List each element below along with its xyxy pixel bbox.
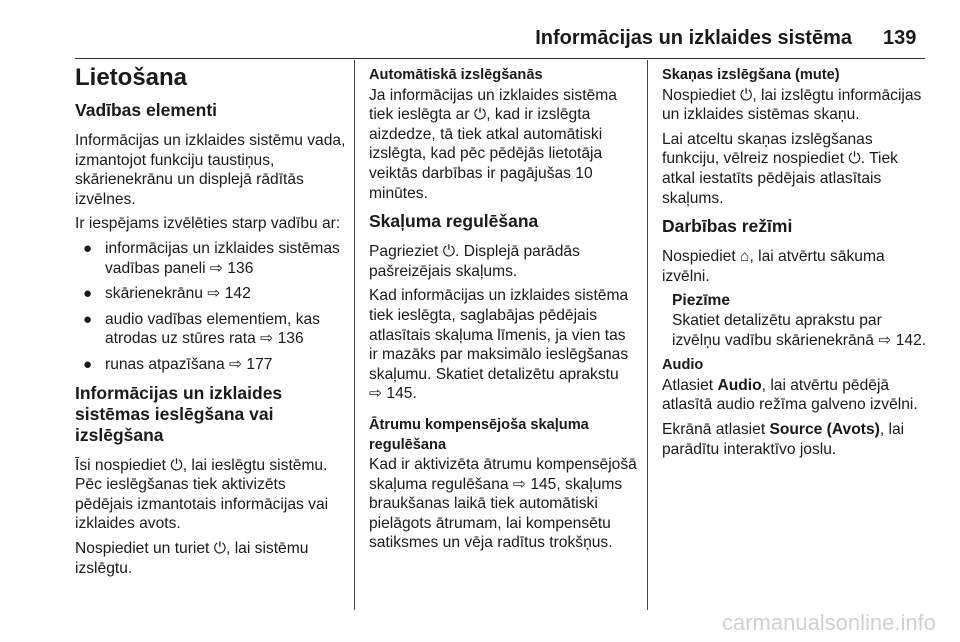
power-icon: ⏻ [740, 86, 753, 104]
power-icon: ⏻ [170, 456, 183, 474]
column-1 [75, 60, 347, 583]
power-icon: ⏻ [848, 150, 861, 168]
watermark: carmanualsonline.info [721, 610, 936, 635]
subheading-auto-off: Automātiskā izslēgšanās [369, 67, 543, 83]
page-reference[interactable]: ⇨ 142. [878, 331, 927, 349]
reference-arrow-icon: ⇨ [260, 330, 274, 348]
power-icon: ⏻ [213, 539, 227, 557]
home-icon: ⌂ [740, 248, 750, 266]
page-reference[interactable]: ⇨ 136 [209, 259, 254, 277]
power-icon: ⏻ [473, 106, 487, 124]
page-header [0, 0, 960, 60]
bullet-icon: ● [83, 355, 93, 373]
note-box [662, 291, 930, 350]
header-divider [75, 58, 925, 59]
paragraph: Ekrānā atlasiet Source (Avots), lai parādītu interaktīvo joslu. [662, 420, 905, 458]
paragraph: Nospiediet ⌂, lai atvērtu sākuma izvēlni. [662, 248, 885, 285]
column-3 [662, 60, 930, 464]
reference-arrow-icon: ⇨ [207, 285, 221, 303]
page-number: 139 [883, 27, 917, 49]
paragraph: Lai atceltu skaņas izslēgšanas funkciju, vēlreiz nospiediet ⏻. Tiek atkal iestatīts pēdējais atlasītais skaļums. [662, 130, 898, 207]
reference-arrow-icon: ⇨ [369, 385, 383, 403]
page-reference[interactable]: ⇨ 136 [260, 330, 304, 348]
reference-arrow-icon: ⇨ [228, 355, 243, 373]
reference-arrow-icon: ⇨ [209, 259, 223, 277]
page-reference[interactable]: ⇨ 142 [207, 285, 251, 303]
list-item: ● informācijas un izklaides sistēmas vadības paneli ⇨ 136 [83, 239, 340, 277]
reference-arrow-icon: ⇨ [878, 331, 892, 349]
paragraph: Atlasiet Audio, lai atvērtu pēdējā atlasītā audio režīma galveno izvēlni. [662, 376, 918, 414]
bullet-icon: ● [83, 310, 93, 328]
paragraph: Informācijas un izklaides sistēmu vada, izmantojot funkciju taustiņus, skārienekrānu un displejā rādītās izvēlnes. [75, 132, 346, 208]
column-divider [354, 60, 355, 610]
control-list [75, 239, 347, 375]
subheading-volume: Skaļuma regulēšana [369, 211, 539, 232]
page-reference[interactable]: ⇨ 145 [512, 475, 557, 493]
page-title: Informācijas un izklaides sistēma [535, 27, 852, 49]
subheading-speed-volume: Ātrumu kompensējoša skaļuma regulēšana [369, 416, 589, 453]
subheading-controls: Vadības elementi [75, 100, 218, 120]
list-item: ● skārienekrānu ⇨ 142 [83, 285, 251, 303]
page-reference[interactable]: ⇨ 145. [369, 385, 417, 403]
paragraph: Kad ir aktivizēta ātrumu kompensējošā skaļuma regulēšana ⇨ 145, skaļums braukšanas laikā tiek automātiski pielāgots ātrumam, lai kompensētu satiksmes un vēja radītus trokšņus. [369, 456, 637, 552]
paragraph: Pagrieziet ⏻. Displejā parādās pašreizējais skaļums. [369, 243, 580, 280]
subheading-modes: Darbības režīmi [662, 216, 793, 237]
paragraph: Īsi nospiediet ⏻, lai ieslēgtu sistēmu. Pēc ieslēgšanas tiek aktivizēts pēdējais izmantotais informācijas vai izklaides avots. [75, 456, 329, 533]
bullet-icon: ● [83, 285, 93, 303]
note-title: Piezīme [672, 292, 731, 310]
subheading-on-off: Informācijas un izklaides sistēmas ieslēgšana vai izslēgšana [75, 382, 283, 445]
page-reference[interactable]: ⇨ 177 [228, 355, 273, 373]
paragraph: Ja informācijas un izklaides sistēma tiek ieslēgta ar ⏻, kad ir izslēgta aizdedze, tā tiek atkal automātiski izslēgta, kad pēc pēdējās lietotāja veiktās darbības ir pagājušas 10 minūtes. [369, 86, 617, 202]
list-item: ● audio vadības elementiem, kas atrodas uz stūres rata ⇨ 136 [83, 310, 320, 348]
paragraph: Nospiediet ⏻, lai izslēgtu informācijas un izklaides sistēmas skaņu. [662, 86, 922, 124]
power-icon: ⏻ [442, 243, 456, 261]
reference-arrow-icon: ⇨ [512, 475, 526, 493]
note-text: Skatiet detalizētu aprakstu par izvēlņu vadību skārienekrānā ⇨ 142. [672, 311, 927, 349]
paragraph: Ir iespējams izvēlēties starp vadību ar: [75, 215, 341, 233]
section-heading-operation: Lietošana [75, 64, 188, 91]
subheading-audio: Audio [662, 357, 704, 374]
list-item: ● runas atpazīšana ⇨ 177 [83, 355, 273, 373]
paragraph: Kad informācijas un izklaides sistēma tiek ieslēgta, saglabājas pēdējais atlasītais skaļuma līmenis, ja vien tas ir mazāks par maksimālo ieslēgšanas skaļumu. Skatiet detalizētu aprakstu ⇨ 145. [369, 287, 629, 403]
column-2 [369, 60, 637, 558]
column-divider [647, 60, 648, 610]
subheading-mute: Skaņas izslēgšana (mute) [662, 67, 840, 83]
bullet-icon: ● [83, 239, 93, 257]
paragraph: Nospiediet un turiet ⏻, lai sistēmu izslēgtu. [75, 539, 309, 577]
